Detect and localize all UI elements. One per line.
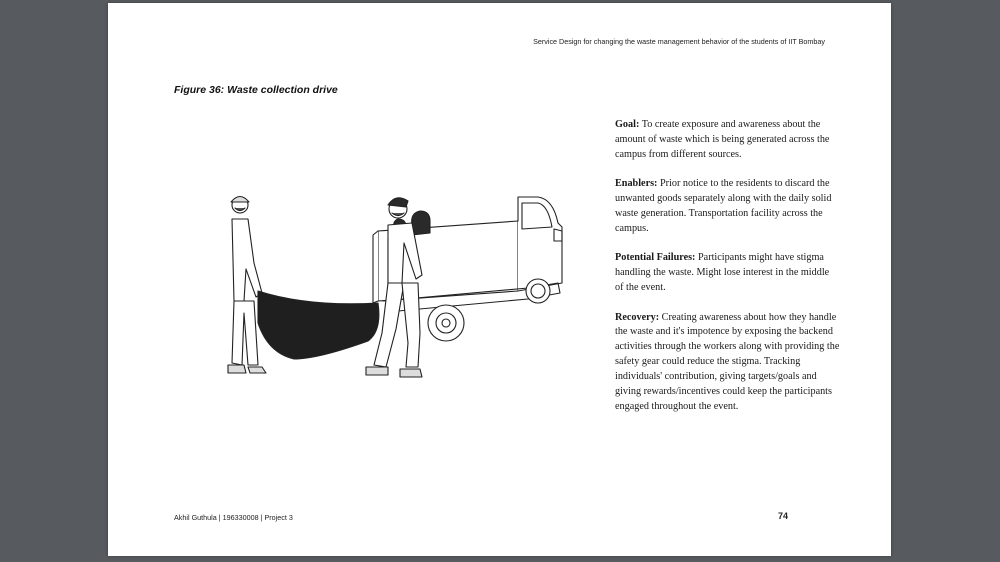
goal-heading: Goal:: [615, 119, 640, 130]
potential-failures-paragraph: [615, 251, 840, 296]
footer-author: Akhil Guthula | 196330008 | Project 3: [174, 513, 293, 522]
recovery-body: Creating awareness about how they handle the waste and it's impotence by exposing the backend activities through the workers along with providing the safety gear could reduce the stigma. Tracking individuals' contribution, giving targets/goals and giving rewards/incentives could keep the participants engaged throughout the event.: [615, 311, 840, 412]
running-header: Service Design for changing the waste management behavior of the students of IIT Bombay: [533, 37, 825, 46]
waste-collection-illustration: [198, 183, 568, 393]
recovery-paragraph: [615, 311, 840, 415]
goal-paragraph: [615, 118, 840, 163]
potential-failures-heading: Potential Failures:: [615, 252, 696, 264]
description-column: [615, 118, 840, 429]
enablers-paragraph: [615, 177, 840, 237]
potential-failures-body: Participants might have stigma handling the waste. Might lose interest in the middle of the event.: [615, 252, 830, 294]
goal-body: To create exposure and awareness about the amount of waste which is being generated across the campus from different sources.: [615, 119, 830, 160]
enablers-body: Prior notice to the residents to discard the unwanted goods separately along with the daily solid waste generation. Transportation facility across the campus.: [615, 178, 832, 234]
recovery-heading: Recovery:: [615, 311, 660, 323]
page-number: 74: [778, 511, 789, 521]
figure-title: Figure 36: Waste collection drive: [174, 84, 338, 96]
document-page: [108, 3, 891, 556]
enablers-heading: Enablers:: [615, 178, 658, 190]
